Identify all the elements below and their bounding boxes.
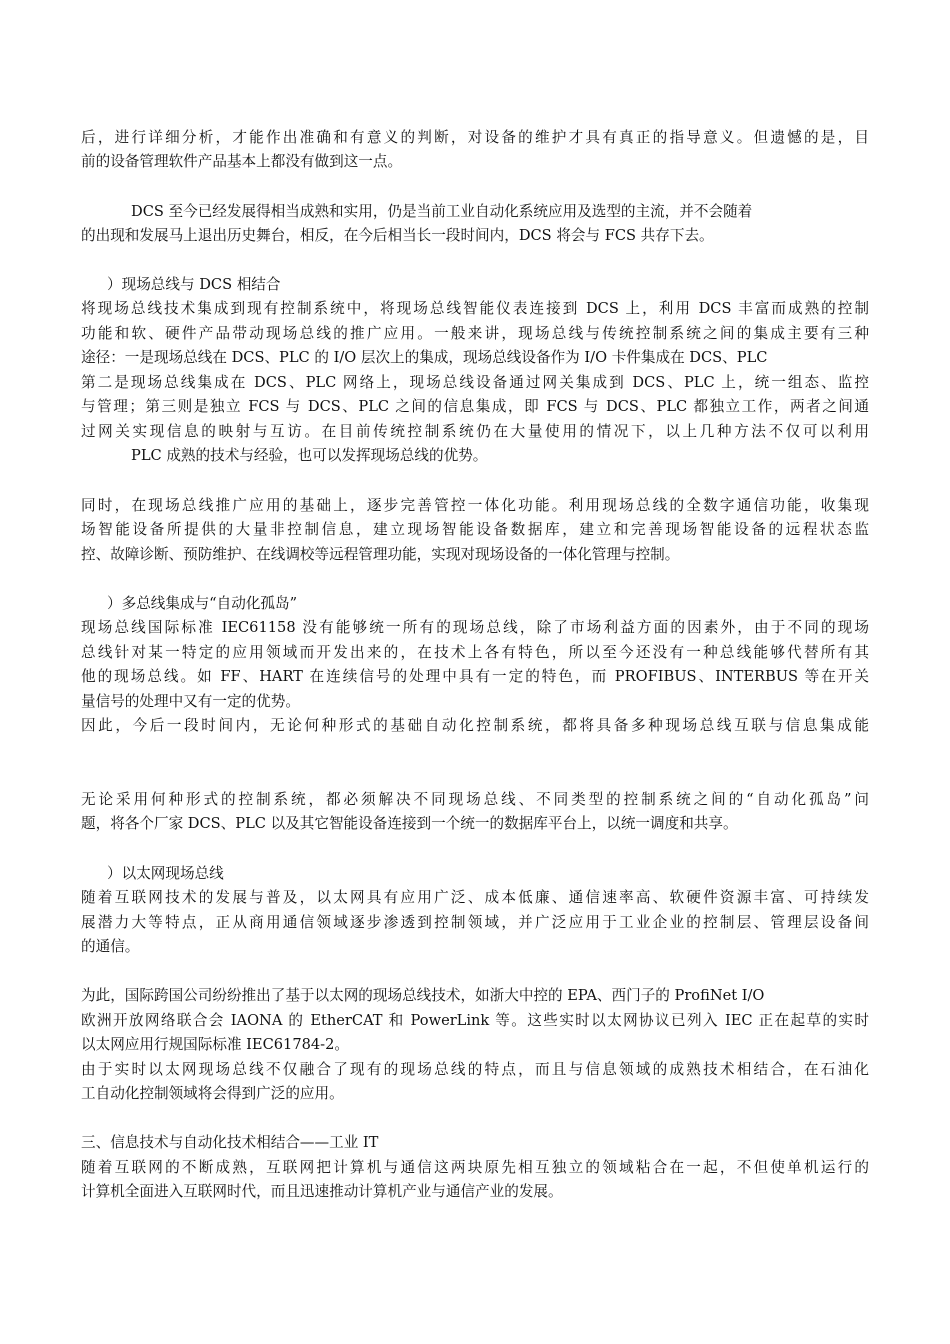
paragraph-line: 前的设备管理软件产品基本上都没有做到这一点。 [81, 153, 403, 170]
paragraph-line: 题，将各个厂家 DCS、PLC 以及其它智能设备连接到一个统一的数据库平台上，以统一调度和共享。 [81, 815, 738, 832]
paragraph-line: 过网关实现信息的映射与互访。在目前传统控制系统仍在大量使用的情况下，以上几种方法不仅可以利用 [81, 423, 869, 440]
paragraph-line: 随着互联网的不断成熟，互联网把计算机与通信这两块原先相互独立的领域粘合在一起，不但使单机运行的 [81, 1159, 869, 1176]
paragraph-line: 欧洲开放网络联合会 IAONA 的 EtherCAT 和 PowerLink 等。这些实时以太网协议已列入 IEC 正在起草的实时 [81, 1012, 869, 1029]
paragraph-line: 途径：一是现场总线在 DCS、PLC 的 I/O 层次上的集成，现场总线设备作为 I/O 卡件集成在 DCS、PLC [81, 349, 768, 366]
paragraph-line: 场智能设备所提供的大量非控制信息，建立现场智能设备数据库，建立和完善现场智能设备的远程状态监 [81, 521, 869, 538]
paragraph-line: 他的现场总线。如 FF、HART 在连续信号的处理中具有一定的特色，而 PROFIBUS、INTERBUS 等在开关 [81, 668, 869, 685]
paragraph-line: 同时，在现场总线推广应用的基础上，逐步完善管控一体化功能。利用现场总线的全数字通信功能，收集现 [81, 497, 869, 514]
paragraph-line: 功能和软、硬件产品带动现场总线的推广应用。一般来讲，现场总线与传统控制系统之间的集成主要有三种 [81, 325, 869, 342]
section-heading: ）现场总线与 DCS 相结合 [107, 276, 281, 293]
paragraph-line: 为此，国际跨国公司纷纷推出了基于以太网的现场总线技术，如浙大中控的 EPA、西门子的 ProfiNet I/O [81, 987, 765, 1004]
paragraph-line: 后，进行详细分析，才能作出准确和有意义的判断，对设备的维护才具有真正的指导意义。但遗憾的是，目 [81, 129, 869, 146]
paragraph-line: 控、故障诊断、预防维护、在线调校等远程管理功能，实现对现场设备的一体化管理与控制。 [81, 546, 680, 563]
paragraph-line: 现场总线国际标准 IEC61158 没有能够统一所有的现场总线，除了市场利益方面的因素外，由于不同的现场 [81, 619, 869, 636]
paragraph-line: 的通信。 [81, 938, 140, 955]
section-heading: 三、信息技术与自动化技术相结合——工业 IT [81, 1134, 379, 1151]
paragraph-line: PLC 成熟的技术与经验，也可以发挥现场总线的优势。 [131, 447, 488, 464]
paragraph-line: 计算机全面进入互联网时代，而且迅速推动计算机产业与通信产业的发展。 [81, 1183, 563, 1200]
section-heading: ）多总线集成与“自动化孤岛” [107, 595, 298, 612]
paragraph-line: 工自动化控制领域将会得到广泛的应用。 [81, 1085, 344, 1102]
paragraph-line: 随着互联网技术的发展与普及，以太网具有应用广泛、成本低廉、通信速率高、软硬件资源丰富、可持续发 [81, 889, 869, 906]
paragraph-line: 将现场总线技术集成到现有控制系统中，将现场总线智能仪表连接到 DCS 上，利用 DCS 丰富而成熟的控制 [81, 300, 869, 317]
paragraph-line: 总线针对某一特定的应用领域而开发出来的，在技术上各有特色，所以至今还没有一种总线能够代替所有其 [81, 644, 869, 661]
paragraph-line: 的出现和发展马上退出历史舞台，相反，在今后相当长一段时间内，DCS 将会与 FCS 共存下去。 [81, 227, 714, 244]
paragraph-line: 以太网应用行规国际标准 IEC61784-2。 [81, 1036, 349, 1053]
paragraph-line: 因此，今后一段时间内，无论何种形式的基础自动化控制系统，都将具备多种现场总线互联与信息集成能 [81, 717, 869, 734]
paragraph-line: 展潜力大等特点，正从商用通信领域逐步渗透到控制领域，并广泛应用于工业企业的控制层、管理层设备间 [81, 914, 869, 931]
section-heading: ）以太网现场总线 [107, 865, 224, 882]
paragraph-line: DCS 至今已经发展得相当成熟和实用，仍是当前工业自动化系统应用及选型的主流，并不会随着 [131, 203, 753, 220]
paragraph-line: 由于实时以太网现场总线不仅融合了现有的现场总线的特点，而且与信息领域的成熟技术相结合，在石油化 [81, 1061, 869, 1078]
paragraph-line: 第二是现场总线集成在 DCS、PLC 网络上，现场总线设备通过网关集成到 DCS、PLC 上，统一组态、监控 [81, 374, 869, 391]
paragraph-line: 与管理；第三则是独立 FCS 与 DCS、PLC 之间的信息集成，即 FCS 与 DCS、PLC 都独立工作，两者之间通 [81, 398, 869, 415]
paragraph-line: 量信号的处理中又有一定的优势。 [81, 693, 300, 710]
paragraph-line: 无论采用何种形式的控制系统，都必须解决不同现场总线、不同类型的控制系统之间的“自动化孤岛”问 [81, 791, 869, 808]
